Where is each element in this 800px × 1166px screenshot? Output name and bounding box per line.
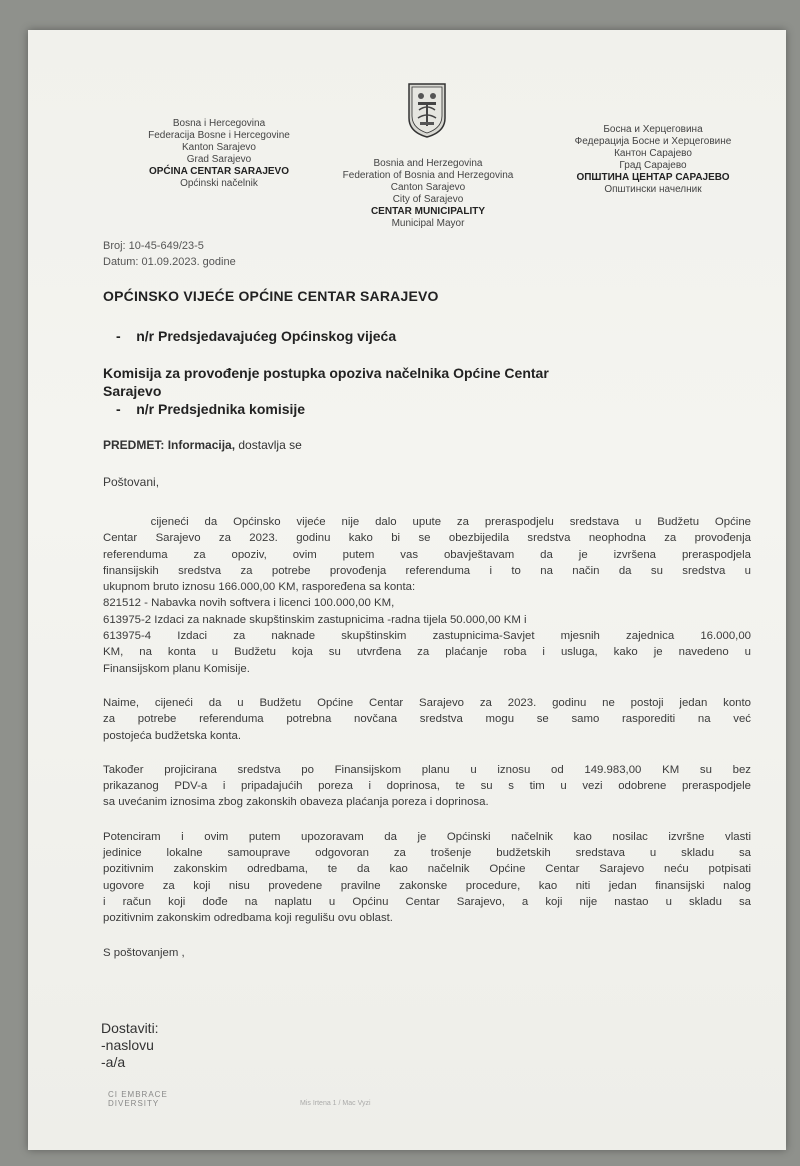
paragraph-line: Također projicirana sredstva po Finansijskom planu u iznosu od 149.983,00 KM su bez [103,763,751,776]
paragraph-line: sa uvećanim iznosima zbog zakonskih obaveza plaćanja poreza i doprinosa. [103,796,489,809]
paragraph-line: referenduma za opoziv, ovim putem vas obavještavam da je izvršena preraspodjela [103,548,751,561]
paragraph-line: cijeneći da Općinsko vijeće nije dalo upute za preraspodjelu sredstava u Budžetu Općine [103,516,752,528]
dostaviti-item: -a/a [101,1054,126,1070]
subject-rest: dostavlja se [235,438,302,452]
subject-label: PREDMET: [103,438,165,452]
header-left-line: Bosna i Hercegovina [172,118,266,129]
paragraph-line: postojeća budžetska konta. [103,729,242,742]
header-left-org: OPĆINA CENTAR SARAJEVO [148,166,289,177]
paragraph-line: Finansijskom planu Komisije. [103,662,250,675]
paragraph-line: jedinice lokalne samouprave odgovoran za trošenje budžetskih sredstava u skladu sa [103,847,751,860]
paragraph-line: 613975-2 Izdaci za naknade skupštinskim zastupnicima -radna tijela 50.000,00 KM i [103,613,527,626]
subject-line [103,438,302,452]
header-right-org: ОПШТИНА ЦЕНТАР САРАЈЕВО [576,172,730,183]
greeting: Poštovani, [103,475,160,489]
header-center-line: City of Sarajevo [392,194,464,205]
paragraph-line: za potrebe referenduma potrebna novčana sredstva mogu se samo rasporediti na već [103,713,751,726]
header-center-org: CENTAR MUNICIPALITY [370,206,486,217]
header-right-line: Кантон Сарајево [614,148,692,159]
subject-title: Informacija, [167,438,236,452]
letter-page [28,30,786,1150]
recipient-council-attention: - n/r Predsjedavajućeg Općinskog vijeća [116,328,397,344]
paragraph-line: Centar Sarajevo za 2023. godinu kako bi se obezbijedila sredstva neophodna za provođenja [103,532,751,545]
paragraph-line: ukupnom bruto iznosu 166.000,00 KM, raspoređena sa konta: [103,581,416,594]
document-date: Datum: 01.09.2023. godine [103,256,236,268]
header-center-line: Canton Sarajevo [390,182,466,193]
recipient-commission-line2: Sarajevo [103,383,162,399]
paragraph-line: finansijskih sredstva za potrebe provođenja referenduma i to na način da su sredstva u [103,564,751,577]
header-right-line: Босна и Херцеговина [603,124,703,135]
header-left-line: Kanton Sarajevo [182,142,256,153]
header-right [544,124,762,196]
paragraph-line: 821512 - Nabavka novih softvera i licenci 100.000,00 KM, [103,597,395,610]
paragraph-line: prikazanog PDV-a i pripadajućih poreza i doprinosa, te su s tim u vezi odobrene preraspodjele [103,780,751,793]
body-text [103,514,751,979]
recipient-council: OPĆINSKO VIJEĆE OPĆINE CENTAR SARAJEVO [103,288,439,304]
header-center-line: Federation of Bosnia and Herzegovina [342,170,514,181]
paragraph-line: Naime, cijeneći da u Budžetu Općine Centar Sarajevo za 2023. godinu ne postoji jedan konto [103,696,751,709]
paragraph-line: pozitivnim zakonskim odredbama koji regulišu ovu oblast. [103,912,393,925]
header-left-role: Općinski načelnik [180,178,258,189]
paragraph-line: pozitivnim zakonskim odredbama, te da kao načelnik Općine Centar Sarajevo neću potpisati [103,863,751,876]
header-center [308,158,548,230]
paragraph-line: ugovore za koji nisu provedene pravilne zakonske procedure, kao niti jedan finansijski nalog [103,879,751,892]
footer-logo-line: DIVERSITY [108,1099,160,1108]
paragraph-line: Potenciram i ovim putem upozoravam da je Općinski načelnik kao nosilac izvršne vlasti [103,830,751,843]
header-right-role: Општински начелник [604,184,702,195]
paragraph-2 [103,695,751,744]
header-left [124,118,314,190]
header-center-role: Municipal Mayor [391,218,465,229]
footer-logo-line: CI EMBRACE [108,1090,168,1099]
dostaviti-label: Dostaviti: [101,1020,159,1036]
document-number: Broj: 10-45-649/23-5 [103,240,204,252]
dostaviti-item: -naslovu [101,1037,154,1053]
header-right-line: Град Сарајево [619,160,687,171]
footer-address: Mis Irtena 1 / Mac Vyzi [300,1100,371,1107]
header-left-line: Grad Sarajevo [186,154,252,165]
coat-of-arms-icon [406,82,448,138]
paragraph-1 [103,514,751,677]
document-meta [103,238,236,270]
footer-logo [108,1090,168,1108]
header-center-line: Bosnia and Herzegovina [373,158,483,169]
header-left-line: Federacija Bosne i Hercegovine [148,130,290,141]
paragraph-3 [103,762,751,811]
paragraph-4 [103,829,751,927]
paragraph-line: i račun koji dođe na naplatu u Općinu Centar Sarajevo, a koji nije nastao u skladu sa [103,895,751,908]
closing: S poštovanjem , [103,946,185,959]
recipient-commission-line1: Komisija za provođenje postupka opoziva načelnika Općine Centar [103,365,549,381]
paragraph-line: 613975-4 Izdaci za naknade skupštinskim zastupnicima-Savjet mjesnih zajednica 16.000,00 [103,630,751,643]
paragraph-line: KM, na konta u Budžetu koja su utvrđena za plaćanje roba i usluga, kako je navedeno u [103,646,751,659]
dostaviti-block [101,1020,159,1071]
header-right-line: Федерација Босне и Херцеговине [574,136,732,147]
recipient-commission-attention: - n/r Predsjednika komisije [116,401,306,417]
